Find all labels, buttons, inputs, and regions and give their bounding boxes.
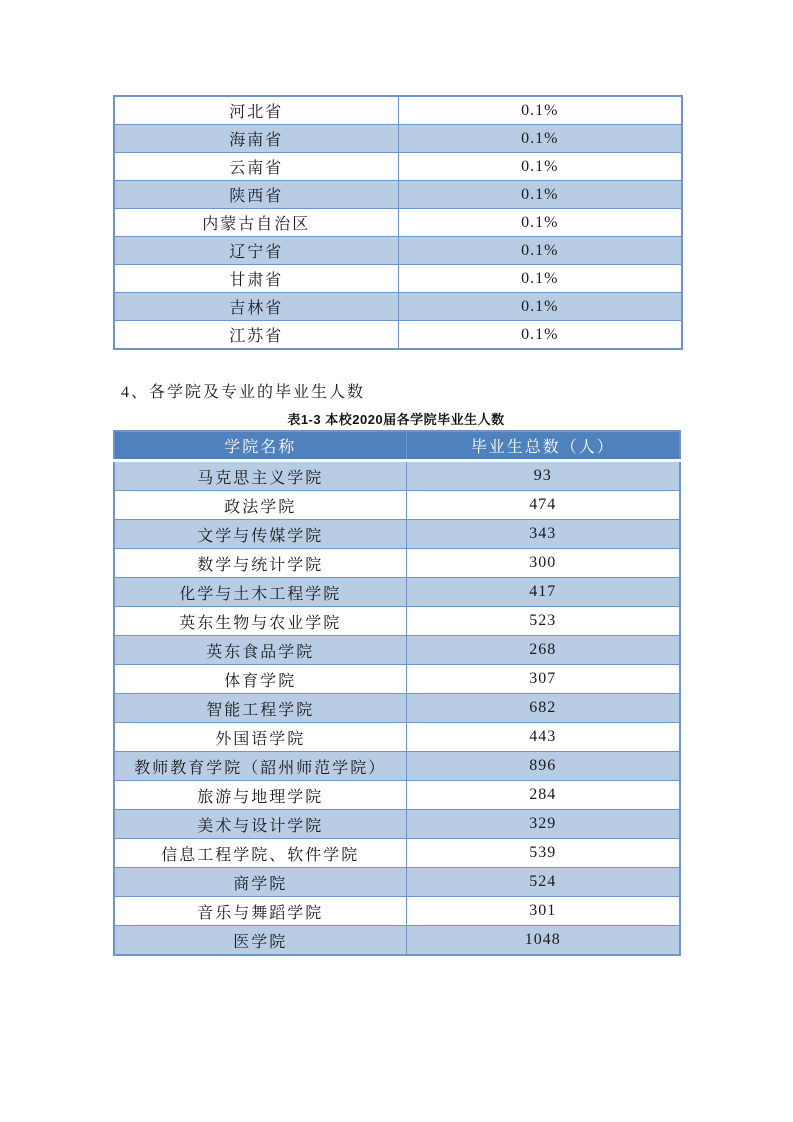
table-row: [114, 321, 682, 350]
graduate-count-cell: 300: [406, 549, 680, 578]
graduate-count-cell: 523: [406, 607, 680, 636]
table-row: [114, 125, 682, 153]
percent-cell: 0.1%: [398, 125, 682, 153]
table-row: [114, 926, 680, 956]
table-row: [114, 209, 682, 237]
table-row: [114, 810, 680, 839]
graduate-count-cell: 682: [406, 694, 680, 723]
college-name-cell: 音乐与舞蹈学院: [114, 897, 406, 926]
table-row: [114, 694, 680, 723]
table-row: [114, 839, 680, 868]
college-table-header: [114, 431, 680, 461]
college-name-header: 学院名称: [114, 431, 406, 461]
province-name-cell: 河北省: [114, 96, 398, 125]
percent-cell: 0.1%: [398, 321, 682, 350]
college-graduates-table: [113, 430, 681, 956]
graduate-total-header: 毕业生总数（人）: [406, 431, 680, 461]
graduate-count-cell: 443: [406, 723, 680, 752]
percent-cell: 0.1%: [398, 265, 682, 293]
table-row: [114, 181, 682, 209]
province-name-cell: 海南省: [114, 125, 398, 153]
table-row: [114, 723, 680, 752]
graduate-count-cell: 343: [406, 520, 680, 549]
graduate-count-cell: 539: [406, 839, 680, 868]
province-name-cell: 陕西省: [114, 181, 398, 209]
graduate-count-cell: 268: [406, 636, 680, 665]
table-row: [114, 897, 680, 926]
table-row: [114, 265, 682, 293]
college-name-cell: 政法学院: [114, 491, 406, 520]
table-row: [114, 752, 680, 781]
graduate-count-cell: 474: [406, 491, 680, 520]
college-name-cell: 英东食品学院: [114, 636, 406, 665]
table-row: [114, 578, 680, 607]
college-name-cell: 教师教育学院（韶州师范学院）: [114, 752, 406, 781]
college-name-cell: 数学与统计学院: [114, 549, 406, 578]
college-name-cell: 信息工程学院、软件学院: [114, 839, 406, 868]
college-name-cell: 旅游与地理学院: [114, 781, 406, 810]
graduate-count-cell: 307: [406, 665, 680, 694]
college-name-cell: 医学院: [114, 926, 406, 956]
college-name-cell: 商学院: [114, 868, 406, 897]
table-row: [114, 868, 680, 897]
province-name-cell: 云南省: [114, 153, 398, 181]
province-percentage-table: [113, 95, 683, 350]
percent-cell: 0.1%: [398, 237, 682, 265]
section-heading: 4、各学院及专业的毕业生人数: [121, 384, 366, 401]
graduate-count-cell: 524: [406, 868, 680, 897]
graduate-count-cell: 284: [406, 781, 680, 810]
table-row: [114, 293, 682, 321]
table-row: [114, 781, 680, 810]
graduate-count-cell: 417: [406, 578, 680, 607]
table-row: [114, 96, 682, 125]
graduate-count-cell: 329: [406, 810, 680, 839]
college-name-cell: 智能工程学院: [114, 694, 406, 723]
province-name-cell: 辽宁省: [114, 237, 398, 265]
college-name-cell: 体育学院: [114, 665, 406, 694]
percent-cell: 0.1%: [398, 209, 682, 237]
table-row: [114, 491, 680, 520]
graduate-count-cell: 301: [406, 897, 680, 926]
graduate-count-cell: 93: [406, 461, 680, 491]
table-row: [114, 153, 682, 181]
college-name-cell: 文学与传媒学院: [114, 520, 406, 549]
percent-cell: 0.1%: [398, 96, 682, 125]
college-table-body: [114, 461, 680, 956]
province-name-cell: 甘肃省: [114, 265, 398, 293]
table-row: [114, 520, 680, 549]
province-table-body: [114, 96, 682, 349]
province-name-cell: 江苏省: [114, 321, 398, 350]
college-name-cell: 马克思主义学院: [114, 461, 406, 491]
college-name-cell: 化学与土木工程学院: [114, 578, 406, 607]
percent-cell: 0.1%: [398, 181, 682, 209]
province-name-cell: 吉林省: [114, 293, 398, 321]
table-caption: 表1-3 本校2020届各学院毕业生人数: [287, 412, 505, 427]
table-row: [114, 461, 680, 491]
header-row: [114, 431, 680, 461]
percent-cell: 0.1%: [398, 293, 682, 321]
table-row: [114, 549, 680, 578]
college-name-cell: 美术与设计学院: [114, 810, 406, 839]
graduate-count-cell: 896: [406, 752, 680, 781]
province-name-cell: 内蒙古自治区: [114, 209, 398, 237]
graduate-count-cell: 1048: [406, 926, 680, 956]
percent-cell: 0.1%: [398, 153, 682, 181]
table-row: [114, 636, 680, 665]
college-name-cell: 英东生物与农业学院: [114, 607, 406, 636]
table-row: [114, 607, 680, 636]
table-row: [114, 665, 680, 694]
table-row: [114, 237, 682, 265]
college-name-cell: 外国语学院: [114, 723, 406, 752]
